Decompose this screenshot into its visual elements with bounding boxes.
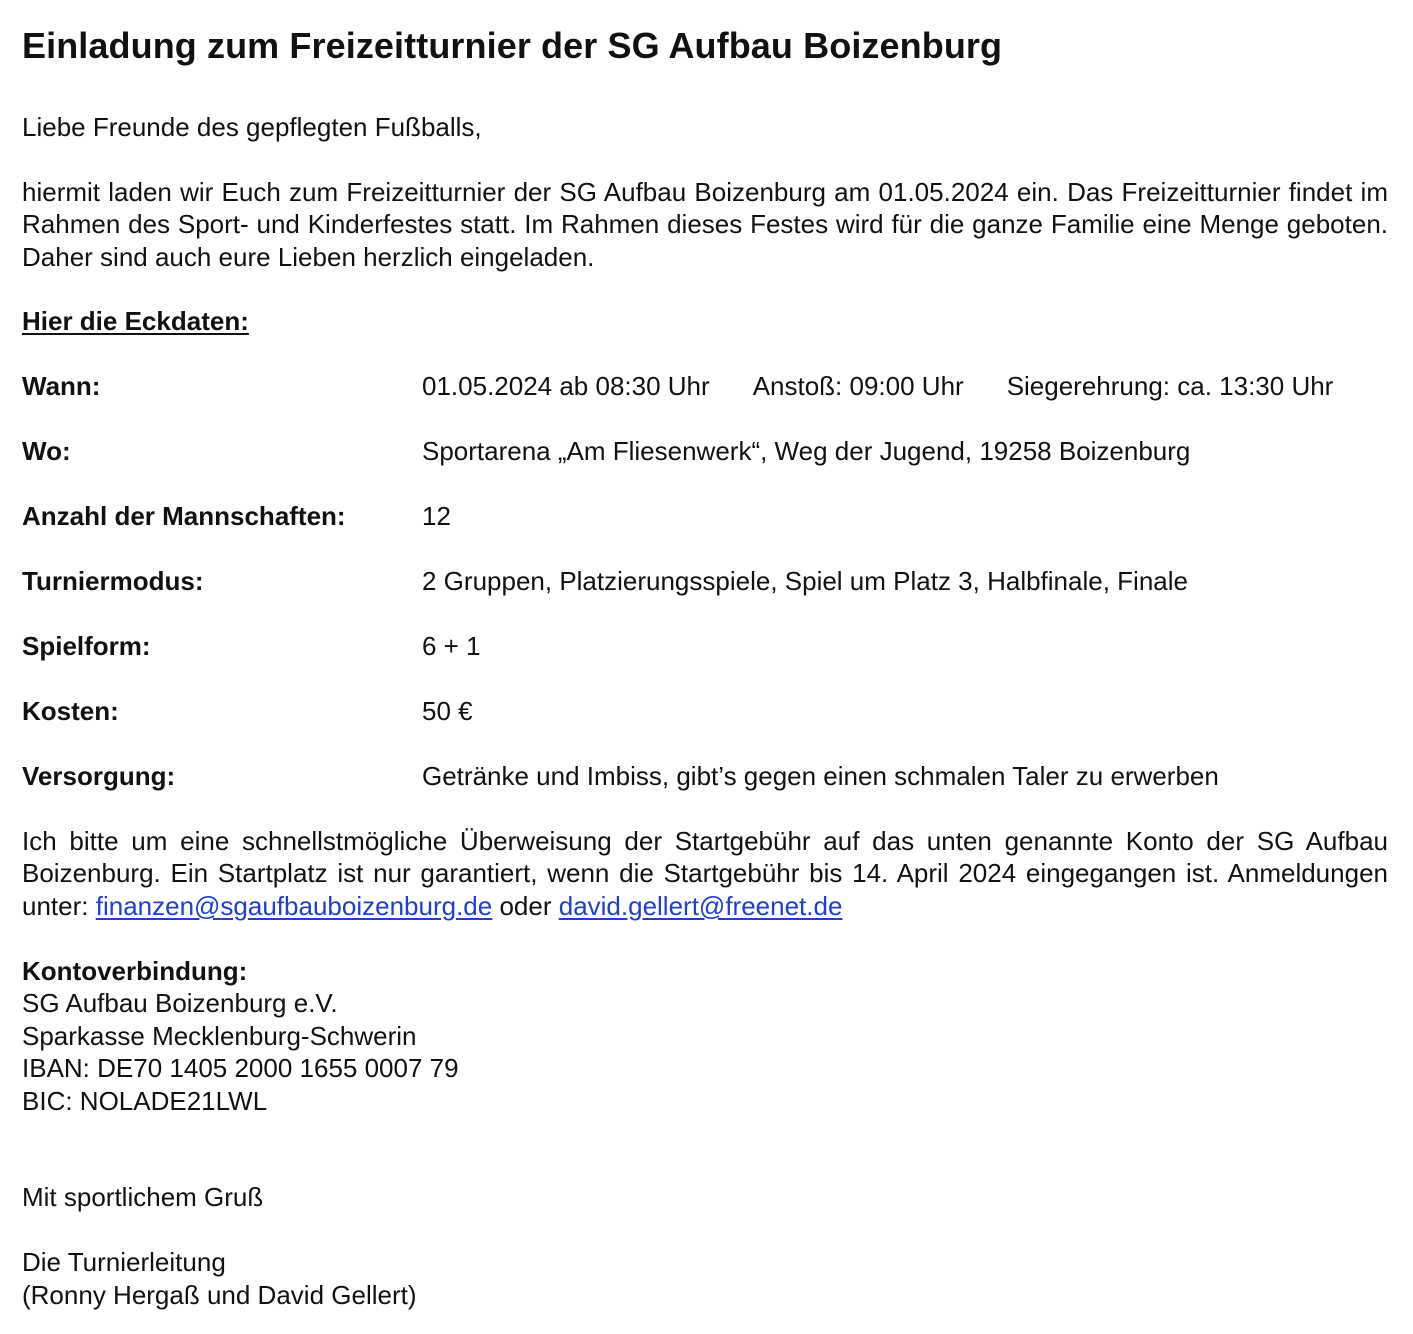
payment-text: Ich bitte um eine schnellstmögliche Überweisung der Startgebühr auf das unten genannte Konto der SG Aufbau Boizenburg. Ein Startplatz ist nur garantiert, wenn die Startgebühr bis 14. April 2024 eingegangen ist. Anmeldungen unter: [22, 825, 1388, 921]
bank-details-heading: Kontoverbindung: [22, 955, 248, 986]
fact-label-when: Wann: [22, 370, 101, 401]
fact-label-cost: Kosten: [22, 695, 119, 726]
bank-account-holder: SG Aufbau Boizenburg e.V. [22, 988, 338, 1018]
fact-row-cost [22, 695, 1388, 728]
payment-paragraph [22, 825, 1388, 923]
fact-value-format: 6 + 1 [422, 630, 481, 661]
start-time: 01.05.2024 ab 08:30 Uhr [422, 370, 710, 401]
fact-label-catering: Versorgung: [22, 760, 176, 791]
signature-block [22, 1246, 1388, 1311]
intro-paragraph: hiermit laden wir Euch zum Freizeitturnier der SG Aufbau Boizenburg am 01.05.2024 ein. Das Freizeitturnier findet im Rahmen des Sport- und Kinderfestes statt. Im Rahmen dieses Festes wird für die ganze Familie eine Menge geboten. Daher sind auch eure Lieben herzlich eingeladen. [22, 176, 1388, 272]
fact-value-catering: Getränke und Imbiss, gibt’s gegen einen schmalen Taler zu erwerben [422, 760, 1219, 791]
fact-label-where: Wo: [22, 435, 71, 466]
fact-row-catering [22, 760, 1388, 793]
fact-value-teams: 12 [422, 500, 451, 531]
ceremony-time: Siegerehrung: ca. 13:30 Uhr [1006, 370, 1334, 401]
fact-value-where: Sportarena „Am Fliesenwerk“, Weg der Jugend, 19258 Boizenburg [422, 435, 1191, 466]
kickoff-time: Anstoß: 09:00 Uhr [752, 370, 964, 401]
fact-value-when [422, 370, 1388, 403]
closing-line: Mit sportlichem Gruß [22, 1182, 264, 1212]
email-link-david[interactable]: david.gellert@freenet.de [558, 890, 843, 921]
fact-row-format [22, 630, 1388, 663]
fact-value-mode: 2 Gruppen, Platzierungsspiele, Spiel um Platz 3, Halbfinale, Finale [422, 565, 1188, 596]
bank-iban: IBAN: DE70 1405 2000 1655 0007 79 [22, 1053, 459, 1083]
key-data-list [22, 370, 1388, 793]
fact-row-teams [22, 500, 1388, 533]
fact-label-teams: Anzahl der Mannschaften: [22, 500, 346, 531]
document-title: Einladung zum Freizeitturnier der SG Aufbau Boizenburg [22, 25, 1003, 66]
email-link-finances[interactable]: finanzen@sgaufbauboizenburg.de [95, 890, 493, 921]
fact-row-when [22, 370, 1388, 403]
fact-row-where [22, 435, 1388, 468]
bank-bic: BIC: NOLADE21LWL [22, 1085, 268, 1116]
fact-row-mode [22, 565, 1388, 598]
signature-line-1: Die Turnierleitung [22, 1247, 226, 1277]
bank-name: Sparkasse Mecklenburg-Schwerin [22, 1020, 417, 1051]
fact-label-format: Spielform: [22, 630, 151, 661]
key-data-heading: Hier die Eckdaten: [22, 306, 249, 336]
fact-value-cost: 50 € [422, 695, 473, 726]
signature-line-2: (Ronny Hergaß und David Gellert) [22, 1279, 417, 1310]
email-connector: oder [499, 890, 552, 921]
greeting: Liebe Freunde des gepflegten Fußballs, [22, 112, 482, 142]
fact-label-mode: Turniermodus: [22, 565, 204, 596]
